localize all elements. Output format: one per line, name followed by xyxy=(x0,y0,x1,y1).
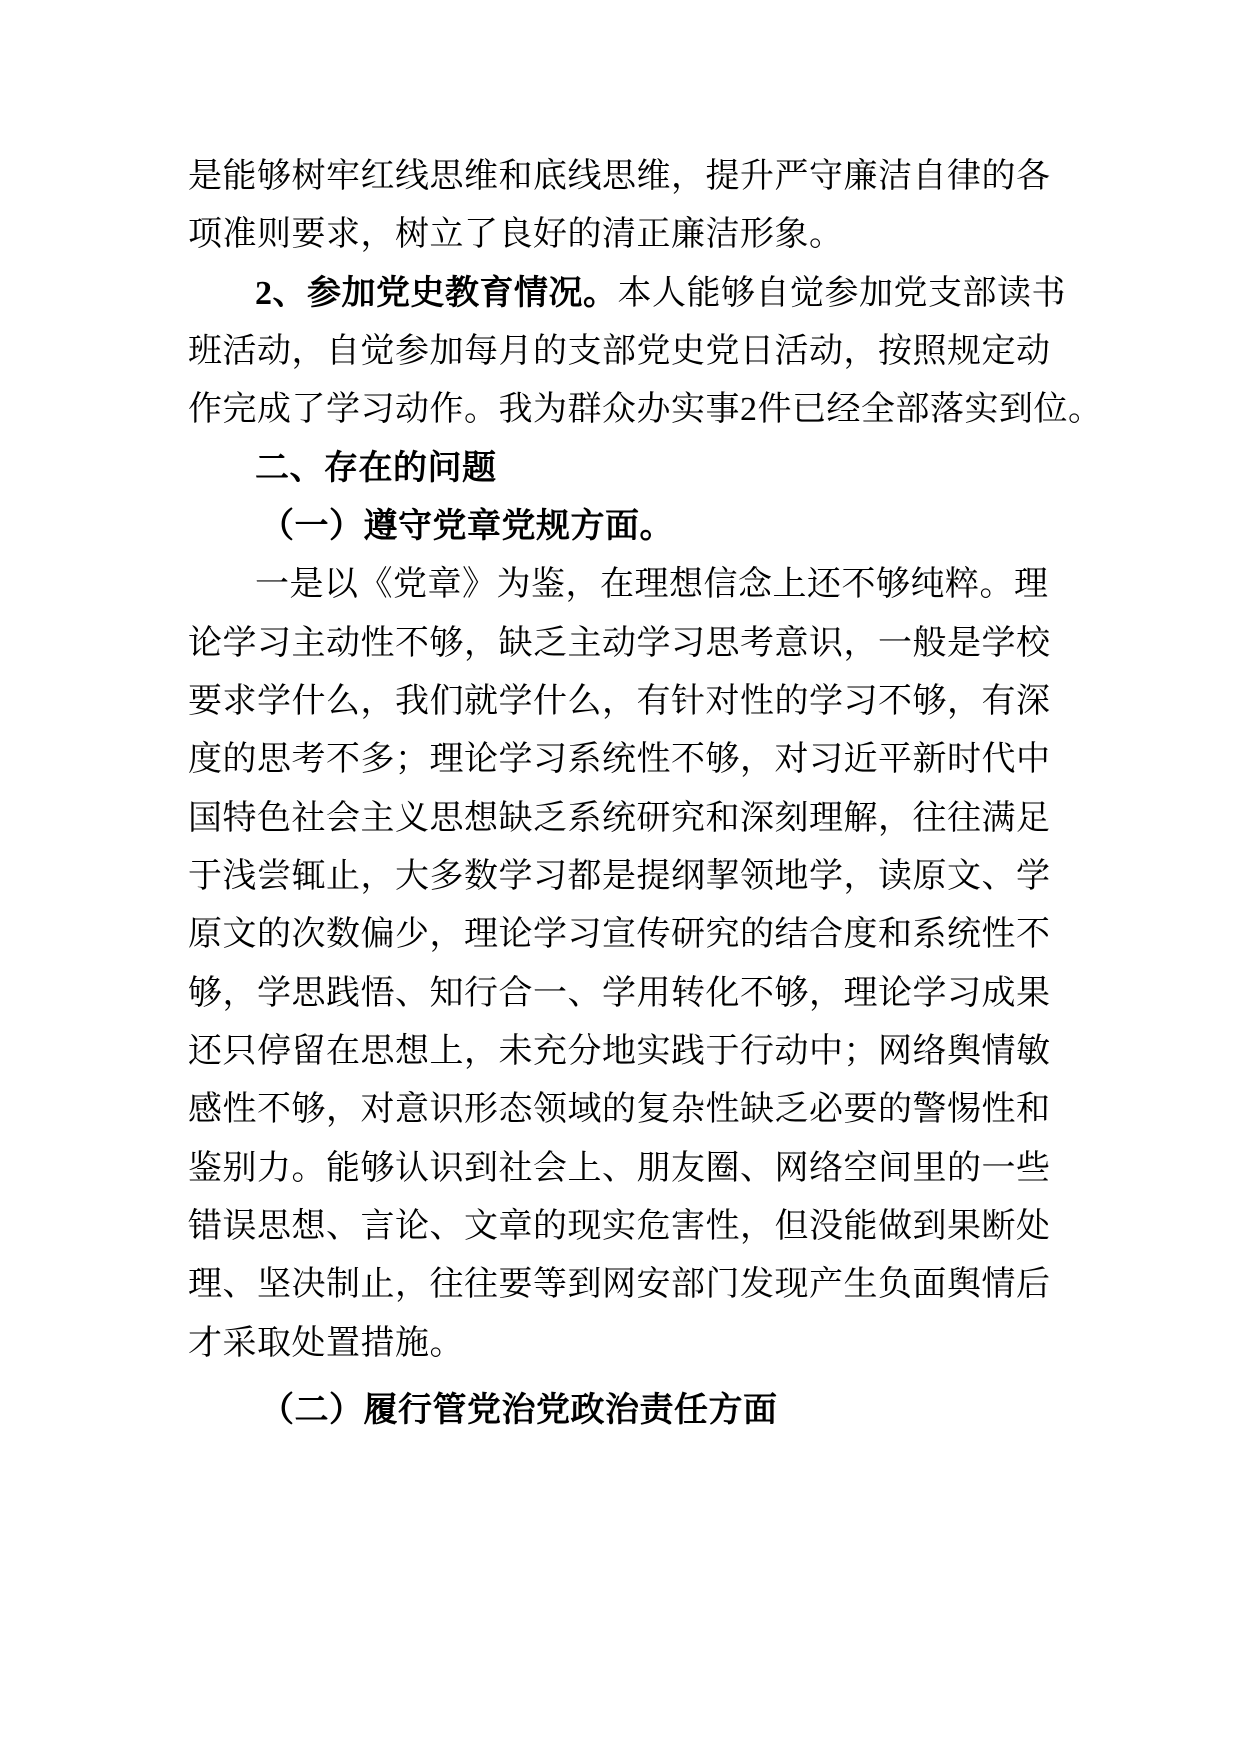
paragraph-line: 论学习主动性不够，缺乏主动学习思考意识，一般是学校 xyxy=(188,623,1051,663)
paragraph-line: 还只停留在思想上，未充分地实践于行动中；网络舆情敏 xyxy=(188,1031,1051,1071)
subsection-two-heading: （二）履行管党治党政治责任方面 xyxy=(260,1390,778,1430)
paragraph-line: 是能够树牢红线思维和底线思维，提升严守廉洁自律的各 xyxy=(188,156,1051,196)
paragraph-line xyxy=(188,389,1103,429)
paragraph-line: 够，学思践悟、知行合一、学用转化不够，理论学习成果 xyxy=(188,973,1051,1013)
paragraph-line: 度的思考不多；理论学习系统性不够，对习近平新时代中 xyxy=(188,739,1051,779)
count-number: 2 xyxy=(740,391,758,428)
paragraph-line: 才采取处置措施。 xyxy=(188,1323,464,1363)
section-two-heading: 二、存在的问题 xyxy=(255,448,497,488)
paragraph-line: 班活动，自觉参加每月的支部党史党日活动，按照规定动 xyxy=(188,331,1051,371)
paragraph-line: 一是以《党章》为鉴，在理想信念上还不够纯粹。理 xyxy=(255,564,1049,604)
paragraph-line: 国特色社会主义思想缺乏系统研究和深刻理解，往往满足 xyxy=(188,798,1051,838)
text-after-number: 件已经全部落实到位。 xyxy=(757,389,1103,429)
paragraph-line: 理、坚决制止，往往要等到网安部门发现产生负面舆情后 xyxy=(188,1264,1051,1304)
paragraph-line: 要求学什么，我们就学什么，有针对性的学习不够，有深 xyxy=(188,681,1051,721)
paragraph-line: 项准则要求，树立了良好的清正廉洁形象。 xyxy=(188,214,844,254)
paragraph-line: 感性不够，对意识形态领域的复杂性缺乏必要的警惕性和 xyxy=(188,1089,1051,1129)
text-before-number: 作完成了学习动作。我为群众办实事 xyxy=(188,389,740,429)
paragraph-line: 原文的次数偏少，理论学习宣传研究的结合度和系统性不 xyxy=(188,914,1051,954)
item-2-line xyxy=(255,273,1066,313)
subsection-one-heading: （一）遵守党章党规方面。 xyxy=(260,506,674,546)
item-2-body: 本人能够自觉参加党支部读书 xyxy=(617,273,1066,313)
paragraph-line: 鉴别力。能够认识到社会上、朋友圈、网络空间里的一些 xyxy=(188,1148,1051,1188)
item-2-title: 、参加党史教育情况。 xyxy=(272,273,618,313)
paragraph-line: 错误思想、言论、文章的现实危害性，但没能做到果断处 xyxy=(188,1206,1051,1246)
item-2-number: 2 xyxy=(255,275,273,312)
paragraph-line: 于浅尝辄止，大多数学习都是提纲挈领地学，读原文、学 xyxy=(188,856,1051,896)
